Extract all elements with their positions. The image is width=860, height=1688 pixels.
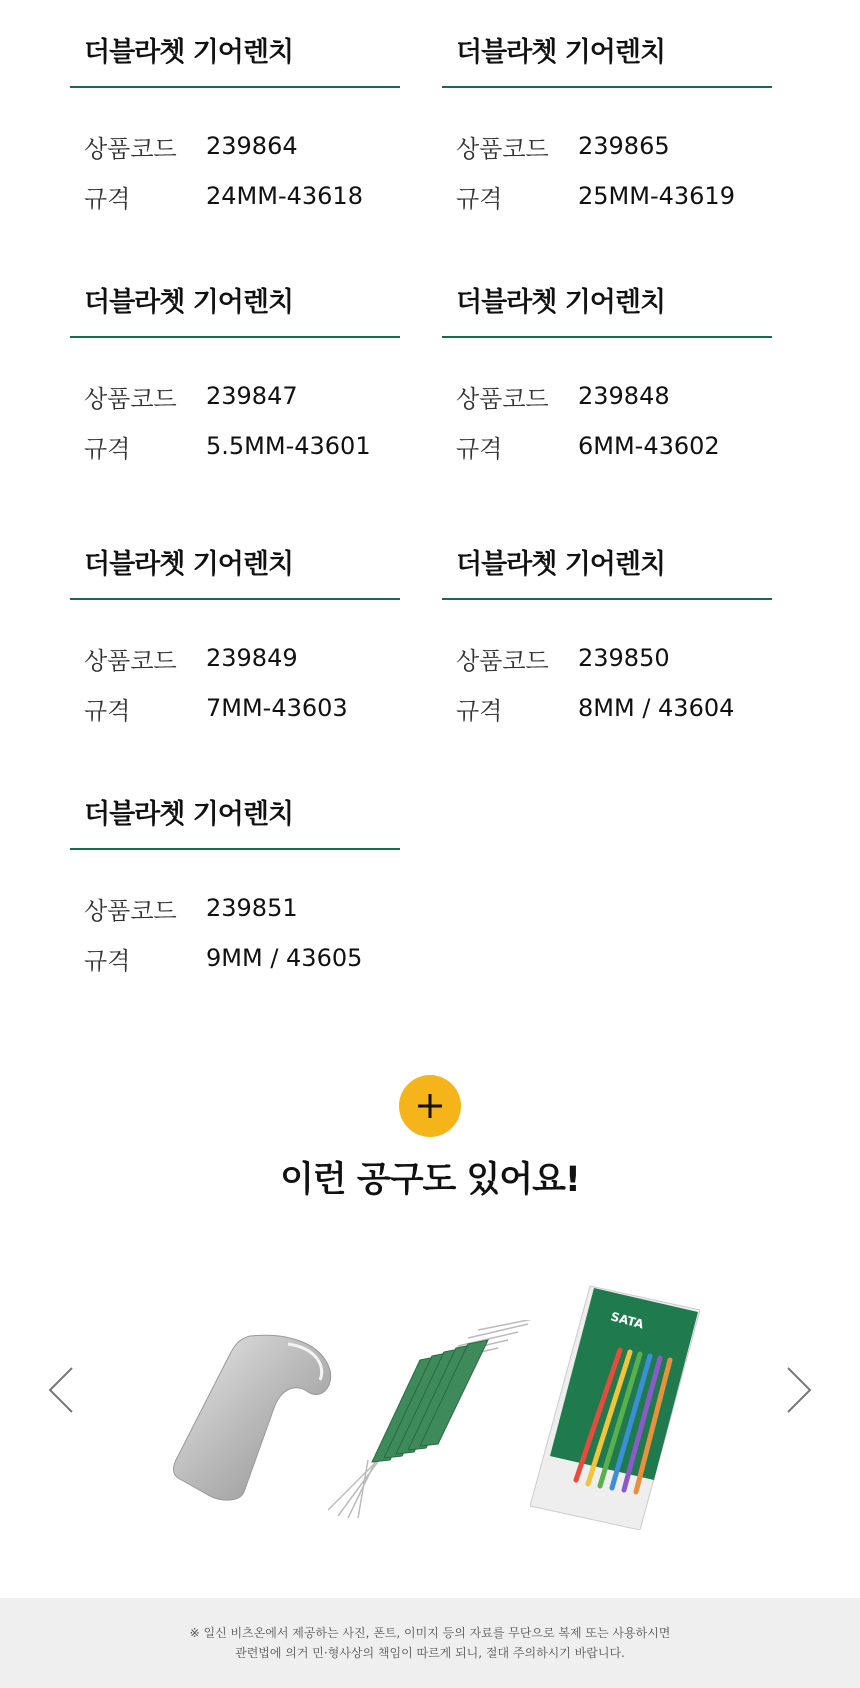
product-spec-row <box>442 421 772 471</box>
product-code-row <box>70 371 400 421</box>
product-spec-value: 25MM-43619 <box>578 182 735 210</box>
product-spec-row <box>70 683 400 733</box>
product-spec-label: 규격 <box>456 696 503 725</box>
product-code-label: 상품코드 <box>84 646 177 675</box>
product-code-label: 상품코드 <box>84 896 177 925</box>
product-code-value: 239851 <box>206 894 298 922</box>
product-title: 더블라쳇 기어렌치 <box>442 0 772 88</box>
product-code-row <box>70 883 400 933</box>
product-spec-row <box>442 171 772 221</box>
product-code-row <box>442 121 772 171</box>
product-code-row <box>442 633 772 683</box>
product-title: 더블라쳇 기어렌치 <box>442 512 772 600</box>
related-product-image[interactable] <box>170 1330 335 1505</box>
chevron-right-icon[interactable] <box>780 1360 820 1420</box>
product-card <box>70 250 400 471</box>
product-spec-label: 규격 <box>84 946 131 975</box>
product-code-label: 상품코드 <box>456 134 549 163</box>
product-code-label: 상품코드 <box>84 384 177 413</box>
product-code-value: 239865 <box>578 132 670 160</box>
product-spec-row <box>70 933 400 983</box>
product-spec-label: 규격 <box>456 184 503 213</box>
copyright-notice <box>0 1598 860 1688</box>
product-spec-value: 6MM-43602 <box>578 432 720 460</box>
product-code-value: 239864 <box>206 132 298 160</box>
product-spec-label: 규격 <box>456 434 503 463</box>
product-spec-row <box>70 421 400 471</box>
product-code-label: 상품코드 <box>84 134 177 163</box>
product-code-value: 239850 <box>578 644 670 672</box>
product-card <box>442 250 772 471</box>
product-code-value: 239847 <box>206 382 298 410</box>
related-products-carousel <box>0 1280 860 1560</box>
product-spec-value: 7MM-43603 <box>206 694 348 722</box>
product-code-row <box>442 371 772 421</box>
product-spec-value: 9MM / 43605 <box>206 944 363 972</box>
chevron-left-icon[interactable] <box>40 1360 80 1420</box>
product-title: 더블라쳇 기어렌치 <box>70 762 400 850</box>
product-code-value: 239848 <box>578 382 670 410</box>
product-code-label: 상품코드 <box>456 384 549 413</box>
product-card <box>70 0 400 221</box>
product-spec-value: 24MM-43618 <box>206 182 363 210</box>
related-product-image[interactable] <box>328 1320 543 1520</box>
product-card <box>442 0 772 221</box>
product-spec-label: 규격 <box>84 184 131 213</box>
svg-text:SATA: SATA <box>609 1309 646 1332</box>
product-title: 더블라쳇 기어렌치 <box>70 0 400 88</box>
product-spec-row <box>70 171 400 221</box>
product-card <box>70 512 400 733</box>
plus-icon <box>399 1075 461 1137</box>
product-code-row <box>70 121 400 171</box>
related-product-image[interactable] <box>530 1280 700 1530</box>
product-code-label: 상품코드 <box>456 646 549 675</box>
product-spec-row <box>442 683 772 733</box>
product-spec-value: 5.5MM-43601 <box>206 432 371 460</box>
product-title: 더블라쳇 기어렌치 <box>442 250 772 338</box>
product-card <box>70 762 400 983</box>
product-spec-label: 규격 <box>84 696 131 725</box>
product-spec-label: 규격 <box>84 434 131 463</box>
copyright-line-2: 관련법에 의거 민·형사상의 책임이 따르게 되니, 절대 주의하시기 바랍니다. <box>235 1646 625 1660</box>
product-spec-value: 8MM / 43604 <box>578 694 735 722</box>
product-code-row <box>70 633 400 683</box>
related-products-heading: 이런 공구도 있어요! <box>280 1160 580 1200</box>
product-title: 더블라쳇 기어렌치 <box>70 512 400 600</box>
product-card <box>442 512 772 733</box>
copyright-line-1: ※ 일신 비츠온에서 제공하는 사진, 폰트, 이미지 등의 자료를 무단으로 복제 또는 사용하시면 <box>189 1626 671 1640</box>
product-title: 더블라쳇 기어렌치 <box>70 250 400 338</box>
product-code-value: 239849 <box>206 644 298 672</box>
